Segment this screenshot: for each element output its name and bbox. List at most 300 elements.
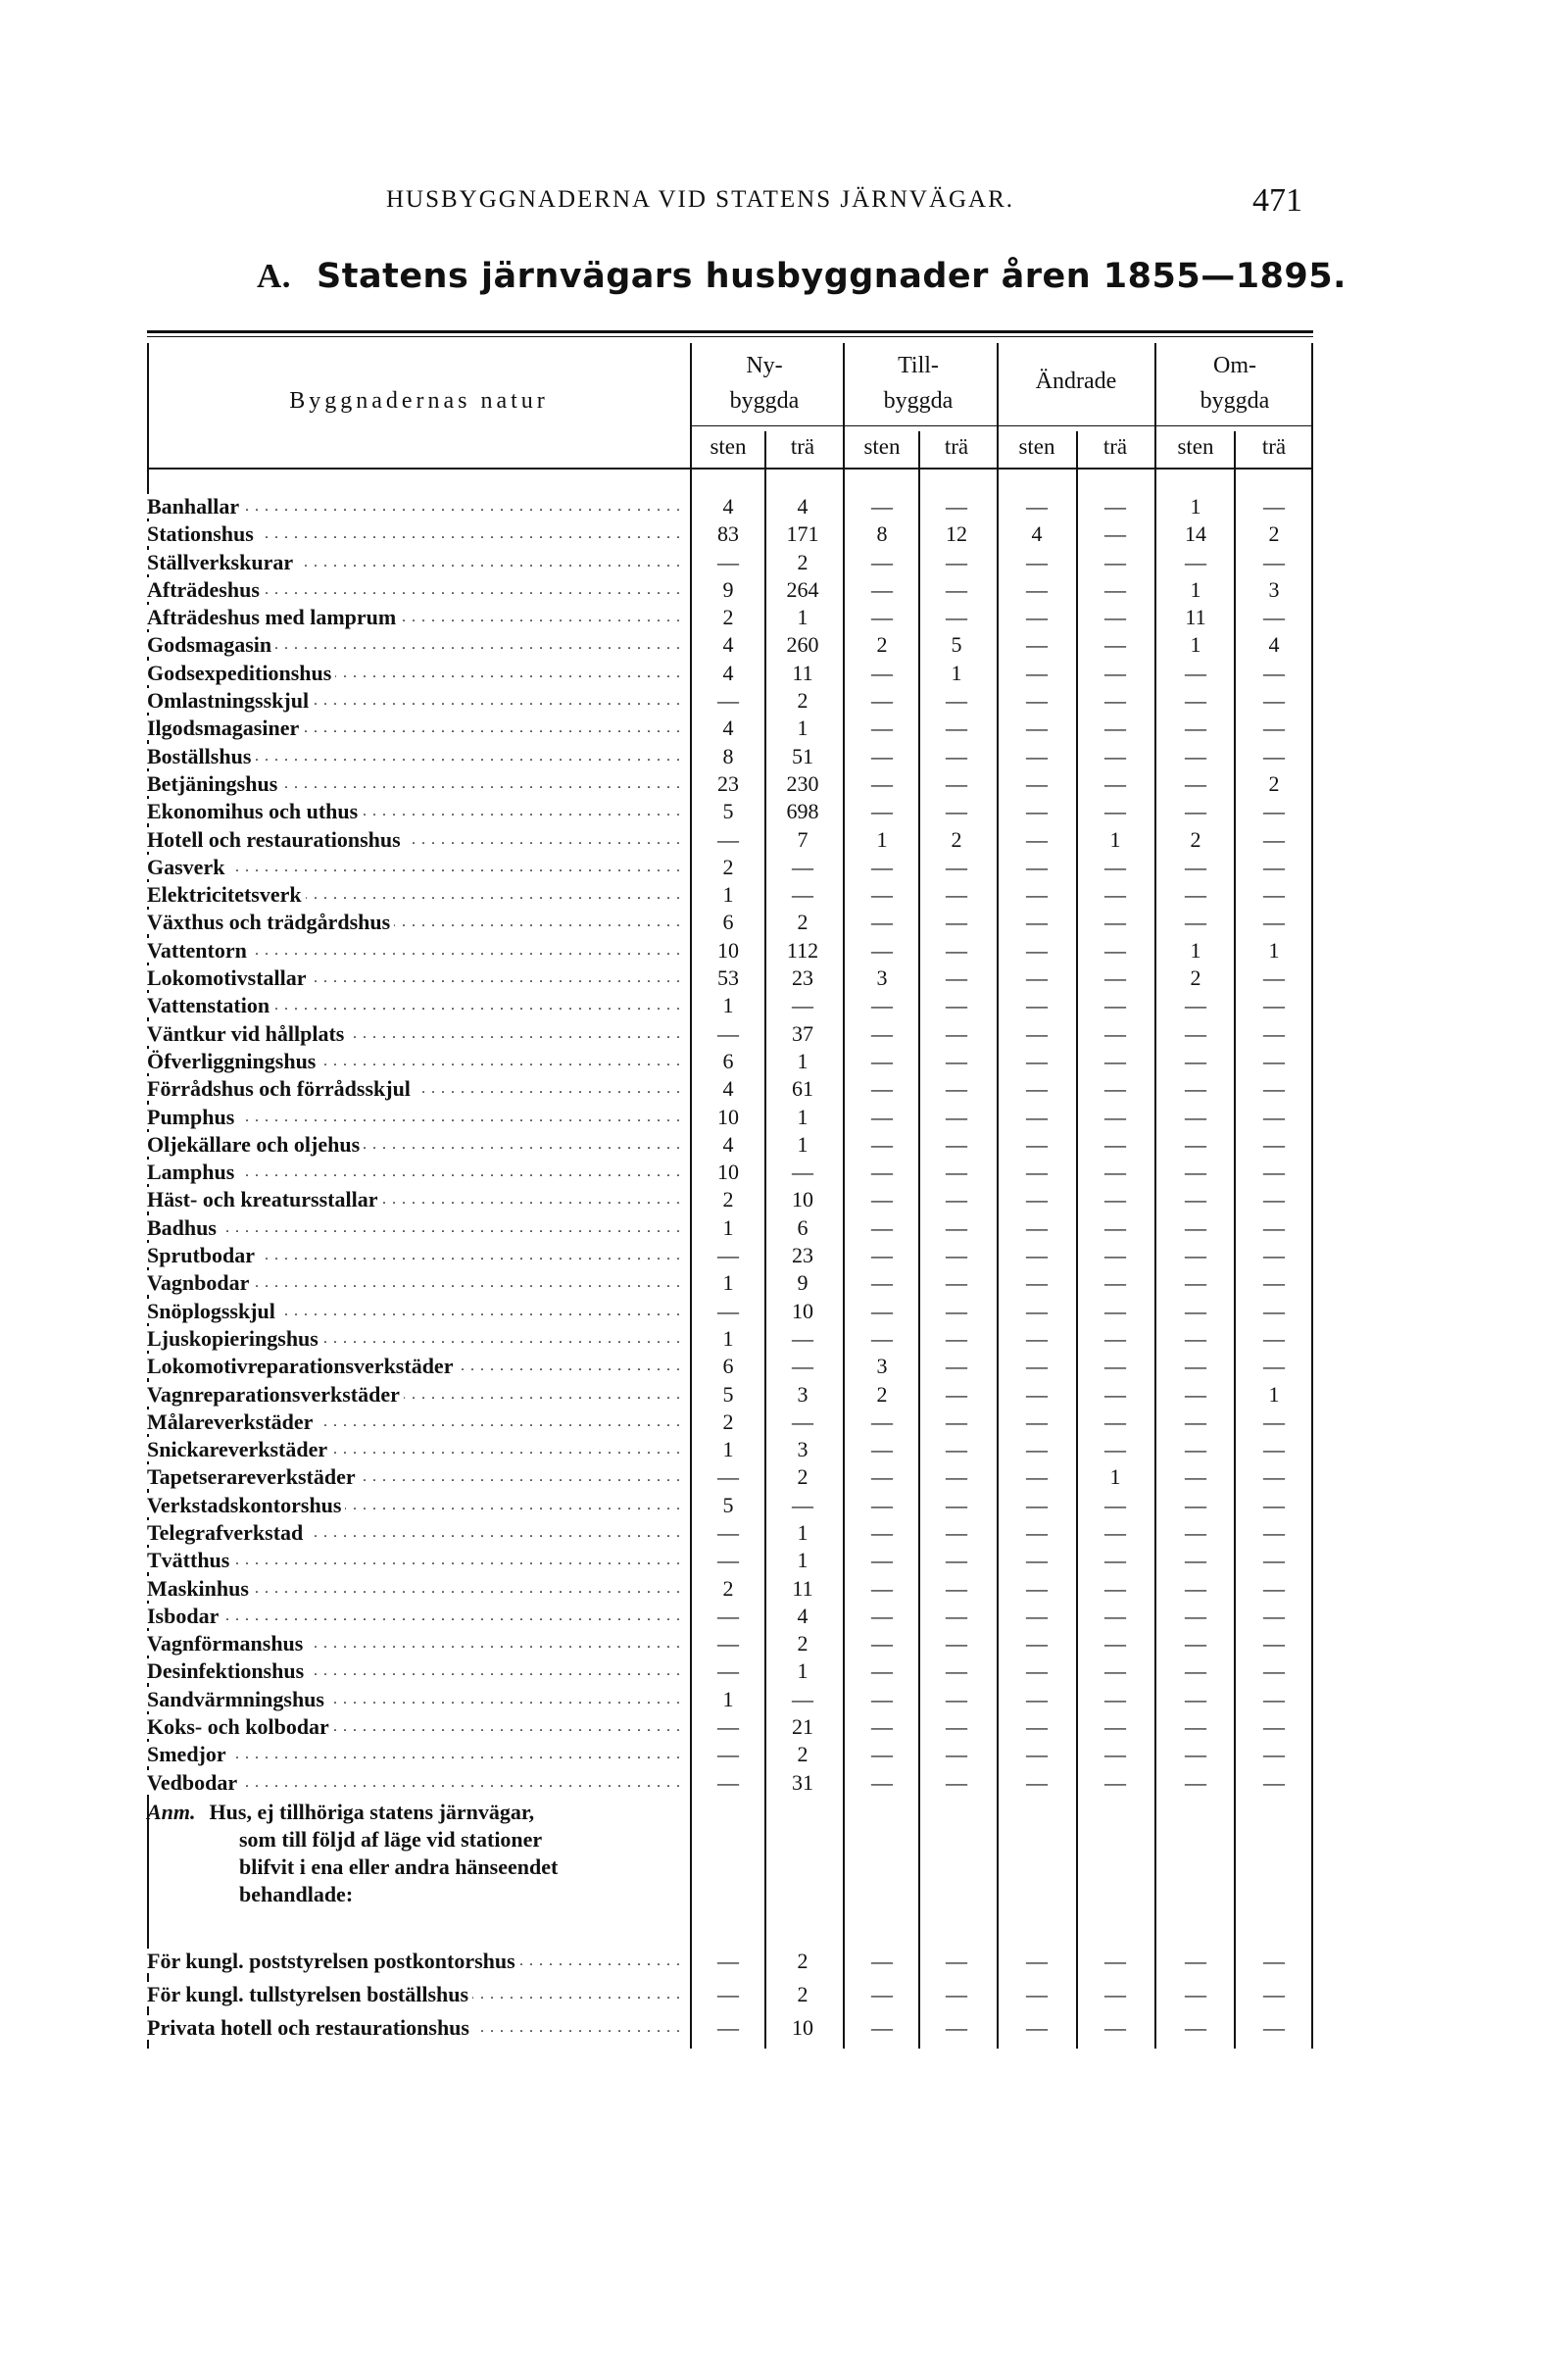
table-cell: —: [717, 1603, 739, 1628]
table-row-label: [147, 937, 686, 964]
table-cell: —: [946, 1214, 967, 1240]
table-row-label-text: Hotell och restaurationshus: [147, 827, 405, 852]
table-cell: —: [1026, 1437, 1048, 1462]
table-cell: 10: [717, 1104, 739, 1129]
table-cell: —: [792, 1354, 813, 1379]
table-cell: —: [1104, 688, 1126, 714]
table-cell: —: [946, 1409, 967, 1434]
table-cell: 2: [722, 605, 734, 630]
table-row: [147, 493, 1313, 520]
table-cell: —: [946, 1437, 967, 1462]
table-row-label: [147, 1575, 686, 1603]
subheader-1: sten: [710, 434, 747, 459]
table-cell: —: [871, 1769, 893, 1795]
table-cell: —: [1185, 1519, 1206, 1545]
subheader-4: trä: [944, 434, 969, 459]
table-row: [147, 660, 1313, 687]
table-cell: —: [946, 1243, 967, 1268]
table-cell: —: [871, 576, 893, 602]
table-cell: 1: [797, 1104, 808, 1129]
table-cell: 61: [792, 1076, 813, 1102]
table-cell: —: [871, 1298, 893, 1323]
table-row-label-text: Vedbodar: [147, 1770, 241, 1795]
table-row-label: [147, 854, 686, 881]
table-cell: —: [871, 1714, 893, 1740]
table-cell: —: [1263, 1243, 1285, 1268]
table-row-label-text: Banhallar: [147, 494, 243, 519]
table-cell: —: [871, 1519, 893, 1545]
table-cell: —: [1026, 1270, 1048, 1296]
table-cell: —: [1185, 1769, 1206, 1795]
subheader-6: trä: [1102, 434, 1128, 459]
table-row-label-text: Badhus: [147, 1215, 220, 1240]
table-row-label: [147, 1547, 686, 1574]
table-cell: 4: [722, 632, 734, 658]
table-cell: 10: [792, 1298, 813, 1323]
table-row-label-text: Desinfektionshus: [147, 1658, 308, 1683]
table-cell: 1: [951, 660, 962, 685]
table-cell: —: [1104, 1048, 1126, 1073]
table-row-label: [147, 1131, 686, 1159]
table-title: [257, 257, 1347, 296]
table-cell: —: [1263, 910, 1285, 935]
table-cell: —: [1026, 1548, 1048, 1573]
table-cell: 14: [1185, 521, 1206, 547]
table-cell: 2: [797, 910, 808, 935]
subheader-7: sten: [1177, 434, 1214, 459]
table-row: [147, 1463, 1313, 1491]
table-cell: —: [1185, 1298, 1206, 1323]
table-cell: —: [1104, 1714, 1126, 1740]
table-cell: —: [1026, 716, 1048, 741]
table-row-label: [147, 1104, 686, 1131]
table-row-label: [147, 1630, 686, 1657]
table-cell: —: [871, 660, 893, 685]
note-line-2: som till följd af läge vid stationer: [239, 1827, 543, 1852]
extra-cell: —: [1185, 1982, 1206, 2006]
table-row-label-text: Stationshus: [147, 521, 258, 546]
table-row-label-text: Verkstadskontorshus: [147, 1493, 345, 1517]
table-cell: —: [1026, 799, 1048, 824]
table-row-label-text: Sprutbodar: [147, 1243, 259, 1267]
table-cell: —: [946, 1769, 967, 1795]
table-cell: —: [871, 1742, 893, 1767]
table-cell: 171: [786, 521, 819, 547]
table-row-label: [147, 1075, 686, 1103]
table-row-label: [147, 1020, 686, 1048]
table-row-label-text: Målareverkstäder: [147, 1409, 317, 1434]
table-cell: —: [1104, 882, 1126, 908]
table-row-label: [147, 1657, 686, 1685]
table-cell: —: [1104, 632, 1126, 658]
table-cell: 1: [1190, 576, 1201, 602]
table-cell: —: [871, 1658, 893, 1684]
table-cell: 2: [1190, 826, 1201, 852]
table-cell: —: [1104, 799, 1126, 824]
extra-cell: —: [1104, 2015, 1126, 2040]
table-row-label: [147, 493, 686, 520]
table-cell: —: [1263, 1131, 1285, 1157]
table-cell: —: [1263, 1437, 1285, 1462]
table-row-label: [147, 1492, 686, 1519]
table-cell: 3: [1268, 576, 1280, 602]
table-cell: 1: [1190, 937, 1201, 963]
table-cell: 2: [876, 632, 888, 658]
table-cell: —: [1026, 1519, 1048, 1545]
table-extra-body: [147, 1945, 1313, 2045]
table-cell: —: [1263, 1658, 1285, 1684]
extra-cell: —: [1185, 2015, 1206, 2040]
table-row-label: [147, 1463, 686, 1491]
table-cell: 2: [1268, 521, 1280, 547]
table-cell: —: [946, 1076, 967, 1102]
extra-cell: —: [946, 1949, 967, 1973]
table-cell: —: [1104, 1686, 1126, 1711]
table-row: [147, 992, 1313, 1019]
table-cell: —: [717, 1548, 739, 1573]
table-cell: —: [871, 799, 893, 824]
table-cell: 2: [722, 1575, 734, 1601]
table-row-label: [147, 715, 686, 742]
table-row-label-text: Väntkur vid hållplats: [147, 1021, 348, 1046]
table-cell: —: [1185, 1354, 1206, 1379]
table-cell: —: [1104, 1769, 1126, 1795]
extra-cell: —: [946, 1982, 967, 2006]
table-cell: —: [871, 1131, 893, 1157]
table-row: [147, 1048, 1313, 1075]
table-cell: —: [1185, 1686, 1206, 1711]
table-row: [147, 1159, 1313, 1186]
table-cell: —: [871, 993, 893, 1018]
table-cell: —: [792, 854, 813, 879]
table-row-label: [147, 909, 686, 936]
table-cell: —: [717, 1243, 739, 1268]
table-cell: —: [1026, 1381, 1048, 1407]
table-row-label: [147, 992, 686, 1019]
table-cell: 4: [1268, 632, 1280, 658]
table-cell: —: [1026, 1658, 1048, 1684]
top-rule-thick: [147, 330, 1313, 333]
table-cell: —: [792, 882, 813, 908]
table-cell: —: [717, 1769, 739, 1795]
table-cell: 1: [797, 1548, 808, 1573]
table-cell: 4: [722, 1076, 734, 1102]
table-cell: —: [1104, 1658, 1126, 1684]
table-cell: 53: [717, 965, 739, 991]
table-cell: 1: [797, 605, 808, 630]
table-row: [147, 1657, 1313, 1685]
table-cell: —: [946, 1160, 967, 1185]
table-cell: —: [871, 1160, 893, 1185]
table-cell: —: [1104, 1575, 1126, 1601]
table-cell: —: [1185, 1214, 1206, 1240]
table-cell: —: [1185, 1742, 1206, 1767]
table-cell: —: [946, 1354, 967, 1379]
table-cell: 698: [786, 799, 819, 824]
table-cell: —: [1104, 937, 1126, 963]
table-row-label: [147, 1409, 686, 1436]
table-row: [147, 1381, 1313, 1409]
table-cell: —: [871, 1187, 893, 1212]
table-cell: —: [1185, 1048, 1206, 1073]
table-row: [147, 1741, 1313, 1768]
table-cell: —: [1104, 1492, 1126, 1517]
table-cell: —: [1263, 1270, 1285, 1296]
table-row-label-text: Ilgodsmagasiner: [147, 716, 303, 740]
table-cell: —: [1026, 993, 1048, 1018]
table-cell: —: [871, 1048, 893, 1073]
table-row-label: [147, 1325, 686, 1353]
table-cell: —: [871, 770, 893, 796]
table-row-label-text: Ekonomihus och uthus: [147, 799, 362, 823]
table-cell: —: [1185, 993, 1206, 1018]
table-cell: 1: [1268, 937, 1280, 963]
table-row: [147, 881, 1313, 909]
table-cell: —: [1026, 1464, 1048, 1490]
table-cell: —: [717, 549, 739, 574]
table-row: [147, 1519, 1313, 1547]
table-title-text: Statens järnvägars husbyggnader åren 1855—1895.: [317, 257, 1347, 296]
extra-cell: —: [871, 1982, 893, 2006]
table-cell: —: [871, 1464, 893, 1490]
table-cell: 2: [876, 1381, 888, 1407]
table-row-label: [147, 520, 686, 548]
table-row-label-text: Gasverk: [147, 855, 228, 879]
table-cell: —: [946, 494, 967, 519]
table-cell: —: [946, 605, 967, 630]
table-cell: —: [1263, 1048, 1285, 1073]
table-cell: —: [871, 1548, 893, 1573]
table-cell: —: [1185, 1076, 1206, 1102]
table-cell: —: [1026, 660, 1048, 685]
table-cell: —: [1104, 1243, 1126, 1268]
table-cell: —: [1263, 965, 1285, 991]
subheader-8: trä: [1261, 434, 1287, 459]
table-cell: —: [1263, 1548, 1285, 1573]
table-cell: 6: [722, 1048, 734, 1073]
table-row-label-text: Vattentorn: [147, 938, 251, 963]
table-cell: —: [1263, 1742, 1285, 1767]
table-cell: 1: [722, 993, 734, 1018]
table-cell: —: [1263, 1325, 1285, 1351]
table-cell: —: [946, 854, 967, 879]
table-cell: 51: [792, 743, 813, 768]
table-cell: —: [871, 1270, 893, 1296]
table-cell: —: [1026, 1742, 1048, 1767]
header-bottom-rule: [147, 468, 1313, 470]
table-cell: —: [1263, 1214, 1285, 1240]
table-cell: —: [871, 743, 893, 768]
table-cell: —: [1185, 688, 1206, 714]
extra-row-label-text: Privata hotell och restaurationshus: [147, 2015, 473, 2040]
table-cell: —: [1026, 1187, 1048, 1212]
table-row: [147, 1214, 1313, 1242]
table-cell: 1: [797, 1048, 808, 1073]
table-row-label: [147, 964, 686, 992]
table-cell: —: [1263, 688, 1285, 714]
table-cell: —: [946, 688, 967, 714]
table-cell: 10: [717, 1160, 739, 1185]
table-cell: —: [1104, 1325, 1126, 1351]
table-cell: —: [1263, 799, 1285, 824]
extra-row-label: [147, 1978, 686, 2011]
table-row: [147, 1269, 1313, 1297]
table-cell: —: [1185, 882, 1206, 908]
table-cell: 4: [722, 660, 734, 685]
table-row: [147, 631, 1313, 659]
table-cell: —: [946, 576, 967, 602]
table-cell: 3: [876, 965, 888, 991]
note-line-1: Hus, ej tillhöriga statens järnvägar,: [209, 1800, 535, 1824]
table-cell: —: [871, 1325, 893, 1351]
table-row-label-text: Vattenstation: [147, 993, 273, 1017]
table-row-label: [147, 1353, 686, 1380]
table-cell: —: [1263, 854, 1285, 879]
table-cell: —: [871, 882, 893, 908]
table-row-label-text: Afträdeshus: [147, 577, 264, 602]
table-cell: 9: [797, 1270, 808, 1296]
table-cell: —: [1185, 1270, 1206, 1296]
table-cell: —: [1185, 660, 1206, 685]
table-row-label-text: Smedjor: [147, 1742, 230, 1766]
table-cell: —: [1185, 1548, 1206, 1573]
table-row: [147, 1547, 1313, 1574]
table-cell: 12: [946, 521, 967, 547]
table-cell: 2: [797, 1464, 808, 1490]
table-cell: —: [792, 1492, 813, 1517]
group-header-om-bottom: byggda: [1200, 388, 1270, 414]
table-row-label: [147, 687, 686, 715]
table-cell: —: [871, 1076, 893, 1102]
table-cell: —: [1104, 549, 1126, 574]
table-cell: —: [1026, 1048, 1048, 1073]
note-line-3: blifvit i ena eller andra hänseendet: [239, 1854, 559, 1879]
table-cell: —: [1263, 605, 1285, 630]
table-cell: —: [717, 1631, 739, 1656]
table-cell: —: [1185, 1492, 1206, 1517]
table-cell: —: [1104, 1104, 1126, 1129]
table-cell: —: [1263, 1686, 1285, 1711]
extra-cell: —: [871, 1949, 893, 1973]
table-cell: —: [792, 1325, 813, 1351]
table-row-label-text: Snickareverkstäder: [147, 1437, 331, 1461]
table-row: [147, 1713, 1313, 1741]
table-cell: —: [871, 910, 893, 935]
table-cell: —: [1026, 1214, 1048, 1240]
table-cell: —: [792, 1409, 813, 1434]
table-cell: —: [1185, 1714, 1206, 1740]
extra-cell: —: [1263, 1949, 1285, 1973]
table-cell: 83: [717, 521, 739, 547]
table-cell: —: [1104, 1270, 1126, 1296]
table-cell: —: [1263, 1603, 1285, 1628]
table-cell: —: [1263, 1020, 1285, 1046]
table-cell: —: [1104, 1742, 1126, 1767]
table-cell: —: [1104, 993, 1126, 1018]
extra-cell: —: [1104, 1982, 1126, 2006]
table-row: [147, 520, 1313, 548]
table-row-label-text: Lokomotivstallar: [147, 965, 311, 990]
table-cell: —: [1026, 1492, 1048, 1517]
table-cell: —: [871, 1020, 893, 1046]
table-row-label-text: Vagnförmanshus: [147, 1631, 307, 1656]
table-row-label-text: Afträdeshus med lamprum: [147, 605, 400, 629]
table-cell: —: [1185, 910, 1206, 935]
table-row-label-text: Vagnreparationsverkstäder: [147, 1382, 404, 1407]
table-row: [147, 604, 1313, 631]
table-cell: 1: [722, 882, 734, 908]
table-cell: —: [1026, 854, 1048, 879]
table-row-label-text: Häst- och kreatursstallar: [147, 1187, 381, 1211]
table-cell: —: [946, 882, 967, 908]
table-cell: —: [1185, 1104, 1206, 1129]
table-row-label: [147, 1741, 686, 1768]
table-cell: —: [946, 910, 967, 935]
table-cell: —: [1263, 660, 1285, 685]
top-rule-thin: [147, 336, 1313, 337]
table-cell: —: [1263, 1104, 1285, 1129]
table-cell: —: [717, 1714, 739, 1740]
table-cell: —: [1026, 1686, 1048, 1711]
table-cell: —: [1026, 688, 1048, 714]
table-row-label: [147, 1242, 686, 1269]
table-cell: —: [1026, 1354, 1048, 1379]
table-cell: 7: [797, 826, 808, 852]
table-cell: —: [1104, 1437, 1126, 1462]
table-cell: 6: [722, 910, 734, 935]
table-row-label: [147, 770, 686, 798]
table-cell: —: [1185, 1243, 1206, 1268]
table-row: [147, 1575, 1313, 1603]
table-cell: —: [946, 1381, 967, 1407]
table-row-label-text: Maskinhus: [147, 1576, 253, 1601]
table-cell: 230: [786, 770, 819, 796]
table-cell: —: [946, 770, 967, 796]
table-cell: —: [1104, 1160, 1126, 1185]
table-cell: 4: [722, 716, 734, 741]
table-cell: —: [946, 1603, 967, 1628]
table-cell: 1: [722, 1270, 734, 1296]
table-cell: —: [871, 549, 893, 574]
table-cell: —: [1026, 910, 1048, 935]
table-cell: —: [717, 1298, 739, 1323]
table-cell: —: [1026, 1020, 1048, 1046]
table-cell: 260: [786, 632, 819, 658]
table-cell: —: [1104, 1519, 1126, 1545]
table-cell: —: [946, 1048, 967, 1073]
table-row-label-text: Omlastningsskjul: [147, 688, 313, 713]
table-cell: —: [946, 993, 967, 1018]
table-row-label-text: Öfverliggningshus: [147, 1049, 319, 1073]
table-cell: 2: [1268, 770, 1280, 796]
group-rule: [691, 425, 1313, 426]
table-cell: —: [1185, 1020, 1206, 1046]
table-cell: 1: [797, 1658, 808, 1684]
table-cell: 4: [797, 1603, 808, 1628]
table-cell: —: [1263, 494, 1285, 519]
table-cell: —: [717, 1658, 739, 1684]
extra-cell: —: [717, 1982, 739, 2006]
table-cell: —: [1104, 743, 1126, 768]
table-cell: —: [946, 1519, 967, 1545]
table-cell: 11: [1185, 605, 1206, 630]
table-cell: —: [1104, 1631, 1126, 1656]
table-cell: —: [1185, 1409, 1206, 1434]
table-row-label-text: Växthus och trädgårdshus: [147, 910, 394, 934]
table-cell: —: [871, 688, 893, 714]
table-cell: —: [1026, 1325, 1048, 1351]
table-cell: —: [1263, 826, 1285, 852]
